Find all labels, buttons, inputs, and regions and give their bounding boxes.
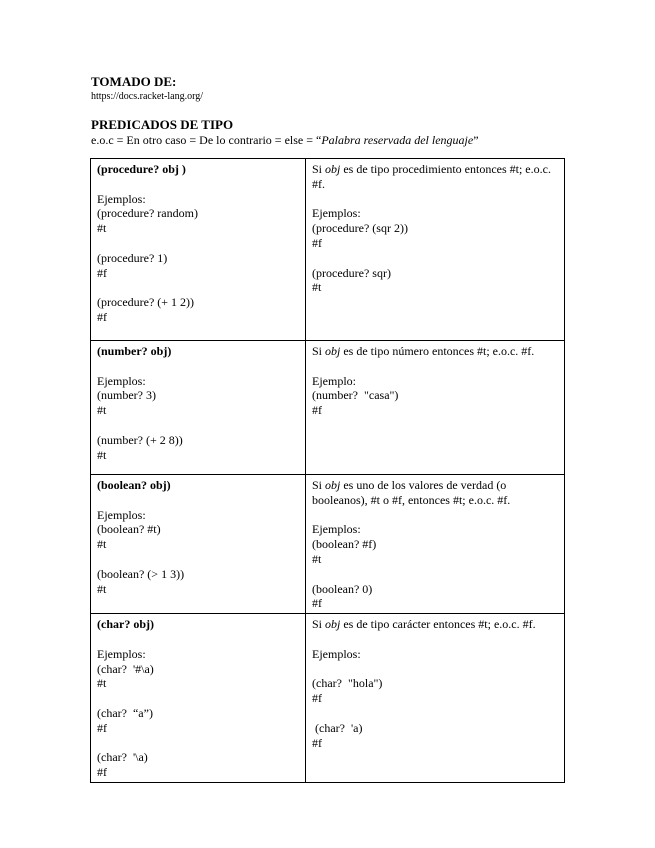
- description-text: es uno de los valores de verdad (o booleanos), #t o #f, entonces #t; e.o.c. #f.: [312, 478, 511, 507]
- example-line: (boolean? (> 1 3)): [97, 566, 185, 581]
- predicate-signature: (number? obj): [97, 344, 172, 358]
- example-line: #t: [97, 676, 107, 691]
- predicate-signature: (procedure? obj ): [97, 162, 186, 176]
- blank-line: [97, 632, 299, 647]
- example-line: (char? “a”): [97, 705, 153, 720]
- obj-term: obj: [325, 617, 341, 632]
- example-line: #f: [312, 596, 322, 611]
- example-line: (procedure? sqr): [312, 265, 391, 280]
- section-title: PREDICADOS DE TIPO: [91, 117, 234, 132]
- eoc-italic: Palabra reservada del lenguaje: [321, 133, 474, 147]
- example-line: (procedure? (+ 1 2)): [97, 295, 195, 310]
- predicate-signature: (boolean? obj): [97, 478, 171, 492]
- example-line: (number? 3): [97, 388, 156, 403]
- example-line: (procedure? random): [97, 206, 198, 221]
- eoc-definition: [91, 133, 479, 148]
- blank-line: [312, 251, 558, 266]
- example-line: (char? '\a): [97, 750, 148, 765]
- example-line: #t: [97, 581, 107, 596]
- eoc-suffix: ”: [473, 133, 479, 147]
- example-line: Ejemplos:: [97, 646, 146, 661]
- example-line: #f: [97, 765, 107, 780]
- description-text: Si: [312, 162, 326, 176]
- example-line: #t: [97, 537, 107, 552]
- example-line: (boolean? 0): [312, 581, 373, 596]
- example-line: Ejemplos:: [97, 191, 146, 206]
- predicate-description: [312, 617, 558, 632]
- example-line: (char? 'a): [312, 720, 363, 735]
- example-line: (boolean? #f): [312, 537, 377, 552]
- blank-line: [97, 552, 299, 567]
- example-line: #f: [97, 309, 107, 324]
- description-text: es de tipo número entonces #t; e.o.c. #f.: [340, 344, 535, 358]
- blank-line: [97, 418, 299, 433]
- predicates-table: [90, 158, 565, 783]
- predicates-table-body: [91, 159, 565, 783]
- obj-term: obj: [325, 344, 341, 358]
- table-row: [91, 614, 565, 783]
- blank-line: [312, 567, 558, 582]
- table-row: [91, 475, 565, 614]
- example-line: #f: [312, 403, 322, 418]
- example-line: #t: [97, 221, 107, 236]
- eoc-prefix: e.o.c = En otro caso = De lo contrario = else = “: [91, 133, 322, 147]
- example-line: (procedure? (sqr 2)): [312, 221, 408, 236]
- example-line: #f: [312, 691, 322, 706]
- blank-line: [97, 177, 299, 192]
- example-line: (boolean? #t): [97, 522, 161, 537]
- example-line: #t: [97, 403, 107, 418]
- obj-term: obj: [325, 162, 341, 176]
- example-line: Ejemplos:: [97, 373, 146, 388]
- source-label: TOMADO DE:: [91, 74, 177, 89]
- example-line: Ejemplos:: [312, 522, 361, 537]
- blank-line: [312, 662, 558, 677]
- example-line: Ejemplos:: [312, 206, 361, 221]
- blank-line: [97, 236, 299, 251]
- example-line: #t: [312, 551, 322, 566]
- example-line: #f: [97, 720, 107, 735]
- example-line: Ejemplos:: [312, 646, 361, 661]
- example-line: Ejemplo:: [312, 373, 356, 388]
- description-text: Si: [312, 344, 326, 358]
- example-line: #f: [312, 735, 322, 750]
- example-line: #t: [312, 280, 322, 295]
- description-text: Si: [312, 617, 326, 632]
- blank-line: [312, 359, 558, 374]
- predicate-cell: [91, 614, 306, 783]
- blank-line: [97, 493, 299, 508]
- example-line: (char? "hola"): [312, 676, 383, 691]
- description-cell: [306, 159, 565, 341]
- description-text: es de tipo carácter entonces #t; e.o.c. #f.: [340, 617, 536, 632]
- example-line: (number? "casa"): [312, 388, 399, 403]
- table-row: [91, 159, 565, 341]
- obj-term: obj: [325, 478, 341, 492]
- blank-line: [97, 691, 299, 706]
- description-cell: [306, 475, 565, 614]
- blank-line: [312, 632, 558, 647]
- table-row: [91, 341, 565, 475]
- predicate-description: [312, 162, 558, 192]
- description-text: Si: [312, 478, 326, 492]
- example-line: Ejemplos:: [97, 507, 146, 522]
- predicate-cell: [91, 341, 306, 475]
- description-cell: [306, 614, 565, 783]
- predicate-description: [312, 344, 558, 359]
- blank-line: [97, 736, 299, 751]
- predicate-cell: [91, 159, 306, 341]
- predicate-cell: [91, 475, 306, 614]
- description-cell: [306, 341, 565, 475]
- blank-line: [312, 192, 558, 207]
- blank-line: [312, 508, 558, 523]
- source-url: https://docs.racket-lang.org/: [91, 91, 204, 102]
- example-line: #f: [312, 235, 322, 250]
- example-line: #t: [97, 447, 107, 462]
- description-text: es de tipo procedimiento entonces #t; e.o.c. #f.: [312, 162, 551, 191]
- blank-line: [97, 280, 299, 295]
- example-line: (char? '#\a): [97, 661, 154, 676]
- predicate-description: [312, 478, 558, 508]
- example-line: (number? (+ 2 8)): [97, 432, 183, 447]
- blank-line: [97, 359, 299, 374]
- blank-line: [312, 706, 558, 721]
- example-line: #f: [97, 265, 107, 280]
- predicate-signature: (char? obj): [97, 617, 154, 632]
- example-line: (procedure? 1): [97, 250, 168, 265]
